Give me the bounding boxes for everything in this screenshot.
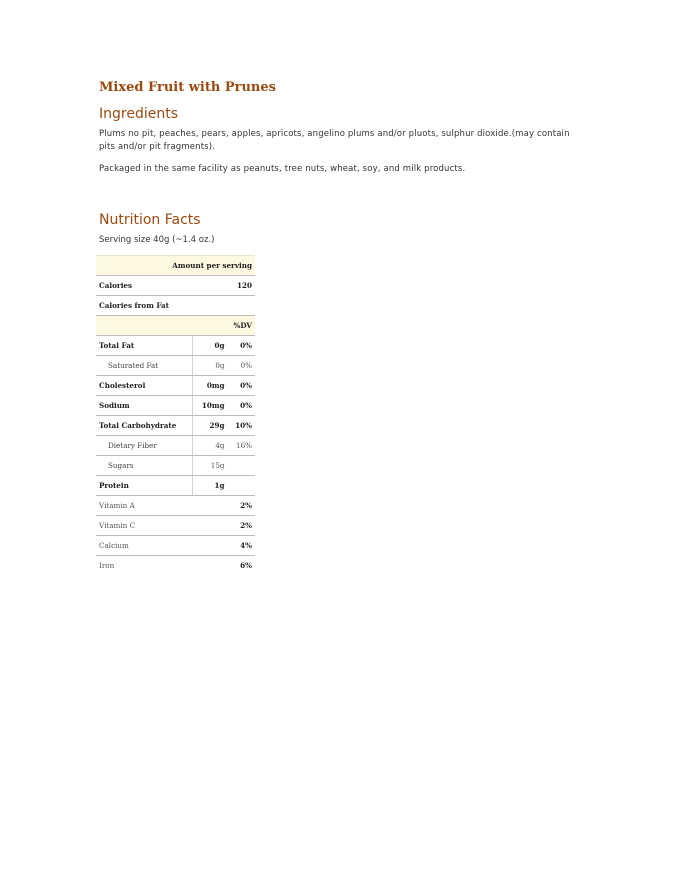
vitamin-row-calcium	[96, 536, 255, 556]
nutrient-dv: 0%	[228, 376, 255, 396]
nutrient-dv: 10%	[228, 416, 255, 436]
amount-header: Amount per serving	[96, 256, 255, 276]
nutrient-dv: 16%	[228, 436, 255, 456]
vitamin-row-vitamin-c	[96, 516, 255, 536]
calories-fat-row	[96, 296, 255, 316]
nutrient-row-protein	[96, 476, 255, 496]
nutrition-heading: Nutrition Facts	[99, 212, 201, 228]
nutrient-amount: 1g	[193, 476, 228, 496]
nutrient-amount: 10mg	[193, 396, 228, 416]
nutrient-dv: 0%	[228, 356, 255, 376]
ingredients-heading: Ingredients	[99, 106, 178, 122]
nutrient-dv: 0%	[228, 336, 255, 356]
vitamin-row-vitamin-a	[96, 496, 255, 516]
nutrient-label: Sugars	[96, 456, 193, 476]
calories-label: Calories	[96, 276, 228, 296]
vitamin-row-iron	[96, 556, 255, 576]
nutrient-row-cholesterol	[96, 376, 255, 396]
vitamin-label: Iron	[99, 561, 115, 570]
calories-value: 120	[228, 276, 255, 296]
nutrient-amount: 4g	[193, 436, 228, 456]
nutrient-amount: 0mg	[193, 376, 228, 396]
vitamin-dv: 6%	[240, 561, 252, 570]
calories-fat-label: Calories from Fat	[96, 296, 228, 316]
nutrient-row-sodium	[96, 396, 255, 416]
nutrient-row-saturated-fat	[96, 356, 255, 376]
calories-row	[96, 276, 255, 296]
vitamin-dv: 4%	[228, 536, 255, 556]
nutrient-label: Sodium	[96, 396, 193, 416]
vitamin-dv: 2%	[228, 516, 255, 536]
nutrient-dv: 0%	[228, 396, 255, 416]
calories-fat-value	[228, 296, 255, 316]
nutrient-dv	[228, 476, 255, 496]
ingredients-text: Plums no pit, peaches, pears, apples, apricots, angelino plums and/or pluots, sulphur dioxide.(may contain pits and/or pit fragments).	[99, 129, 570, 152]
dv-header: %DV	[96, 316, 255, 336]
serving-size: Serving size 40g (~1.4 oz.)	[99, 235, 215, 245]
vitamin-dv: 2%	[228, 496, 255, 516]
vitamin-label: Vitamin A	[96, 496, 228, 516]
nutrient-row-sugars	[96, 456, 255, 476]
nutrition-table	[96, 255, 255, 575]
product-page	[99, 78, 579, 247]
dv-header-row	[96, 316, 255, 336]
nutrient-label: Saturated Fat	[96, 356, 193, 376]
product-title: Mixed Fruit with Prunes	[99, 80, 276, 95]
nutrient-amount: 15g	[193, 456, 228, 476]
nutrient-label: Dietary Fiber	[96, 436, 193, 456]
amount-header-row	[96, 256, 255, 276]
vitamin-label: Calcium	[96, 536, 228, 556]
nutrient-label: Total Carbohydrate	[96, 416, 193, 436]
facility-note: Packaged in the same facility as peanuts, tree nuts, wheat, soy, and milk products.	[99, 164, 466, 174]
nutrient-dv	[228, 456, 255, 476]
nutrient-row-total-carbohydrate	[96, 416, 255, 436]
nutrient-label: Total Fat	[96, 336, 193, 356]
nutrient-row-dietary-fiber	[96, 436, 255, 456]
nutrient-label: Protein	[96, 476, 193, 496]
nutrient-amount: 0g	[193, 356, 228, 376]
nutrient-amount: 0g	[193, 336, 228, 356]
nutrient-amount: 29g	[193, 416, 228, 436]
nutrient-label: Cholesterol	[96, 376, 193, 396]
vitamin-label: Vitamin C	[96, 516, 228, 536]
nutrient-row-total-fat	[96, 336, 255, 356]
